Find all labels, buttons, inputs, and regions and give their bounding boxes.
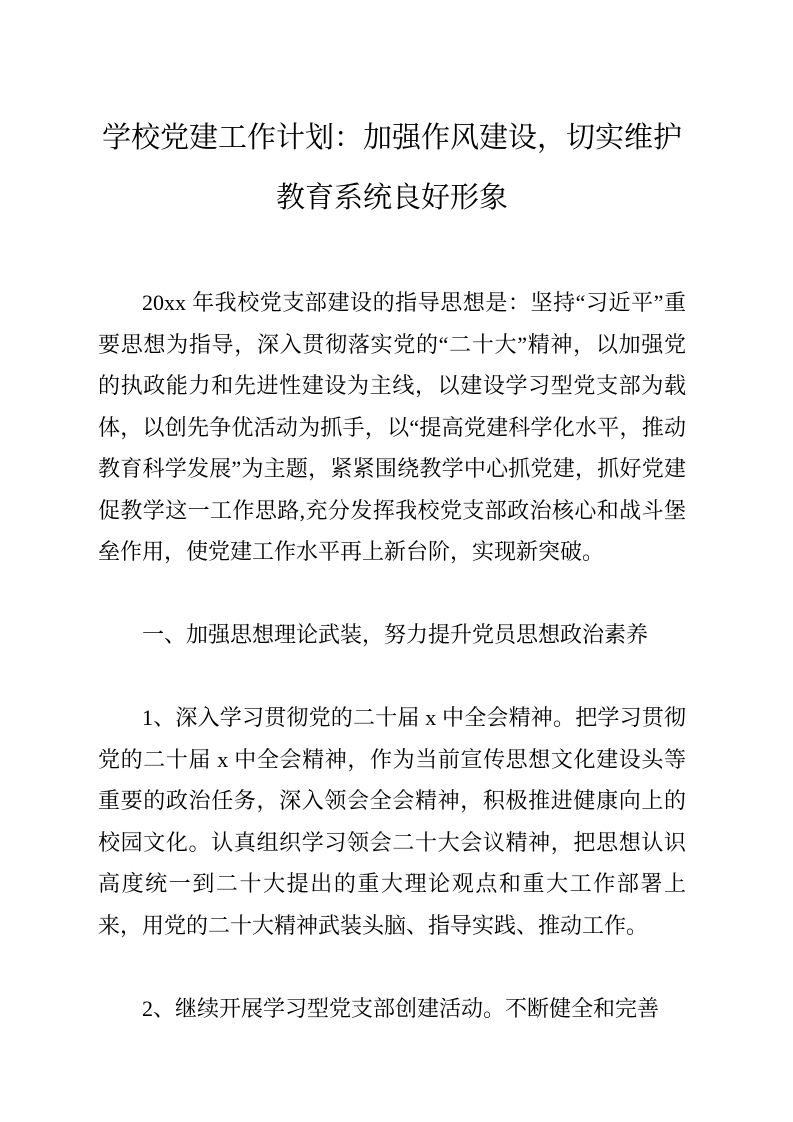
section-heading-1: 一、加强思想理论武装，努力提升党员思想政治素养 <box>142 622 649 647</box>
numbered-paragraph-1: 1、深入学习贯彻党的二十届 x 中全会精神。把学习贯彻党的二十届 x 中全会精神，作为当前宣传思想文化建设头等重要的政治任务，深入领会全会精神，积极推进健康向上的校园文化。认真组织学习领会二十大会议精神，把思想认识高度统一到二十大提出的重大理论观点和重大工作部署上来，用党的二十大精神武装头脑、指导实践、推动工作。 <box>98 705 686 938</box>
numbered-paragraph-2: 2、继续开展学习型党支部创建活动。不断健全和完善 <box>142 995 660 1021</box>
intro-paragraph: 20xx 年我校党支部建设的指导思想是：坚持“习近平”重要思想为指导，深入贯彻落实党的“二十大”精神，以加强党的执政能力和先进性建设为主线，以建设学习型党支部为载体，以创先争优活动为抓手，以“提高党建科学化水平，推动教育科学发展”为主题，紧紧围绕教学中心抓党建，抓好党建促教学这一工作思路,充分发挥我校党支部政治核心和战斗堡垒作用，使党建工作水平再上新台阶，实现新突破。 <box>98 290 686 564</box>
document-title: 学校党建工作计划：加强作风建设，切实维护教育系统良好形象 <box>101 122 682 214</box>
